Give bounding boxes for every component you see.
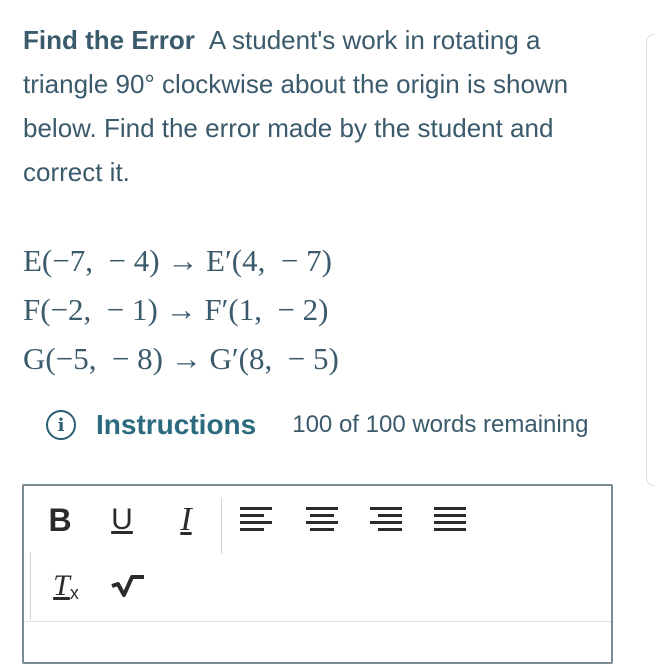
word-count: 100 of 100 words remaining: [292, 411, 589, 438]
align-justify-icon[interactable]: [428, 500, 472, 540]
math-line-f: F(−2, − 1) → F′(1, − 2): [23, 292, 329, 327]
info-icon[interactable]: i: [46, 410, 76, 440]
editor-toolbar: [24, 486, 611, 554]
prompt-lead: Find the Error: [23, 25, 195, 55]
side-panel-edge: [646, 34, 654, 486]
toolbar-divider: [221, 498, 222, 554]
instructions-row: [46, 405, 626, 445]
instructions-link[interactable]: Instructions: [96, 409, 257, 440]
align-center-icon[interactable]: [300, 500, 344, 540]
underline-icon[interactable]: U: [111, 503, 133, 536]
square-root-icon[interactable]: [106, 566, 150, 606]
editor-content-divider: [24, 621, 611, 622]
bold-icon[interactable]: B: [48, 501, 72, 538]
math-line-g: G(−5, − 8) → G′(8, − 5): [23, 341, 339, 376]
student-work: [23, 236, 339, 383]
align-right-icon[interactable]: [364, 500, 408, 540]
editor-toolbar-row2: [24, 554, 611, 622]
rich-text-editor[interactable]: [22, 484, 613, 664]
clear-formatting-icon[interactable]: T x: [53, 569, 79, 603]
prompt-body: A student's work in rotating a triangle 90° clockwise about the origin is shown below. Find the error made by the student and correct it.: [23, 25, 569, 187]
italic-icon[interactable]: I: [180, 501, 192, 538]
math-line-e: E(−7, − 4) → E′(4, − 7): [23, 243, 332, 278]
align-left-icon[interactable]: [234, 500, 278, 540]
question-prompt: [23, 18, 623, 194]
